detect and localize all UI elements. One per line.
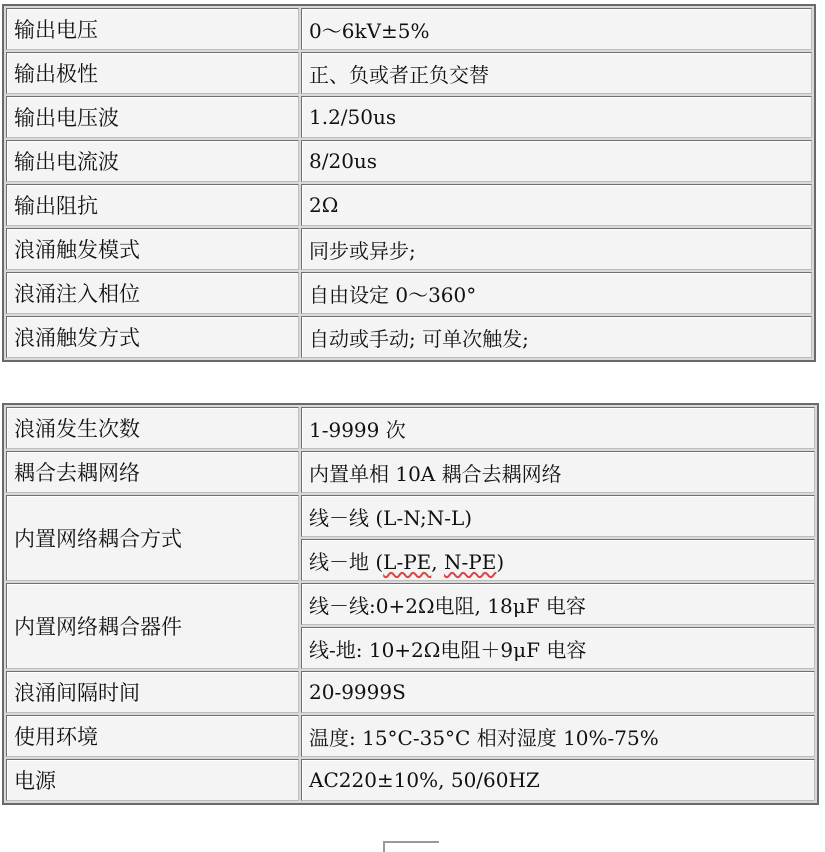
spec-label-output-polarity: 输出极性: [6, 52, 299, 94]
spec-label-coupling-mode: 内置网络耦合方式: [6, 495, 299, 581]
spec-value-environment: 温度: 15°C-35°C 相对湿度 10%-75%: [301, 715, 815, 757]
table-row: [6, 316, 812, 358]
spec-label-output-voltage: 输出电压: [6, 8, 299, 50]
spec-label-power: 电源: [6, 759, 299, 801]
coupling-line-earth-n-pe: N-PE: [444, 549, 497, 574]
spec-label-injection-phase: 浪涌注入相位: [6, 272, 299, 314]
table-row: [6, 495, 815, 537]
spec-label-trigger-mode: 浪涌触发模式: [6, 228, 299, 270]
coupling-line-earth-prefix: 线－地 (: [309, 549, 384, 574]
spec-value-coupling-line-earth: [301, 539, 815, 581]
table-row: [6, 228, 812, 270]
spec-label-environment: 使用环境: [6, 715, 299, 757]
table-row: [6, 715, 815, 757]
spec-label-output-impedance: 输出阻抗: [6, 184, 299, 226]
spec-table-lower: [2, 403, 819, 805]
spec-label-voltage-waveform: 输出电压波: [6, 96, 299, 138]
spec-value-coupling-line-line: 线－线 (L-N;N-L): [301, 495, 815, 537]
spec-value-device-line-earth: 线-地: 10+2Ω电阻＋9μF 电容: [301, 627, 815, 669]
spec-value-output-impedance: 2Ω: [301, 184, 812, 226]
spec-label-trigger-method: 浪涌触发方式: [6, 316, 299, 358]
spec-value-surge-interval: 20-9999S: [301, 671, 815, 713]
table-row: [6, 52, 812, 94]
table-row: [6, 451, 815, 493]
spec-value-injection-phase: 自由设定 0～360°: [301, 272, 812, 314]
spec-value-cdn: 内置单相 10A 耦合去耦网络: [301, 451, 815, 493]
spec-value-trigger-method: 自动或手动; 可单次触发;: [301, 316, 812, 358]
table-row: [6, 272, 812, 314]
table-row: [6, 184, 812, 226]
table-row: [6, 8, 812, 50]
spec-value-power: AC220±10%, 50/60HZ: [301, 759, 815, 801]
spec-table-upper: [2, 4, 816, 362]
page-edge-marker: [383, 841, 439, 852]
coupling-line-earth-suffix: ): [496, 549, 505, 574]
coupling-line-earth-l-pe: L-PE: [383, 549, 432, 574]
table-row: [6, 583, 815, 625]
spec-value-output-polarity: 正、负或者正负交替: [301, 52, 812, 94]
spec-label-surge-count: 浪涌发生次数: [6, 407, 299, 449]
spec-value-surge-count: 1-9999 次: [301, 407, 815, 449]
table-row: [6, 140, 812, 182]
spec-label-surge-interval: 浪涌间隔时间: [6, 671, 299, 713]
table-row: [6, 759, 815, 801]
spec-label-current-waveform: 输出电流波: [6, 140, 299, 182]
spec-value-trigger-mode: 同步或异步;: [301, 228, 812, 270]
spec-value-voltage-waveform: 1.2/50us: [301, 96, 812, 138]
spec-label-cdn: 耦合去耦网络: [6, 451, 299, 493]
table-row: [6, 96, 812, 138]
table-row: [6, 671, 815, 713]
spec-value-current-waveform: 8/20us: [301, 140, 812, 182]
table-row: [6, 407, 815, 449]
spec-value-device-line-line: 线－线:0+2Ω电阻, 18μF 电容: [301, 583, 815, 625]
spec-label-coupling-device: 内置网络耦合器件: [6, 583, 299, 669]
spec-value-output-voltage: 0～6kV±5%: [301, 8, 812, 50]
coupling-line-earth-separator: ,: [431, 549, 444, 574]
